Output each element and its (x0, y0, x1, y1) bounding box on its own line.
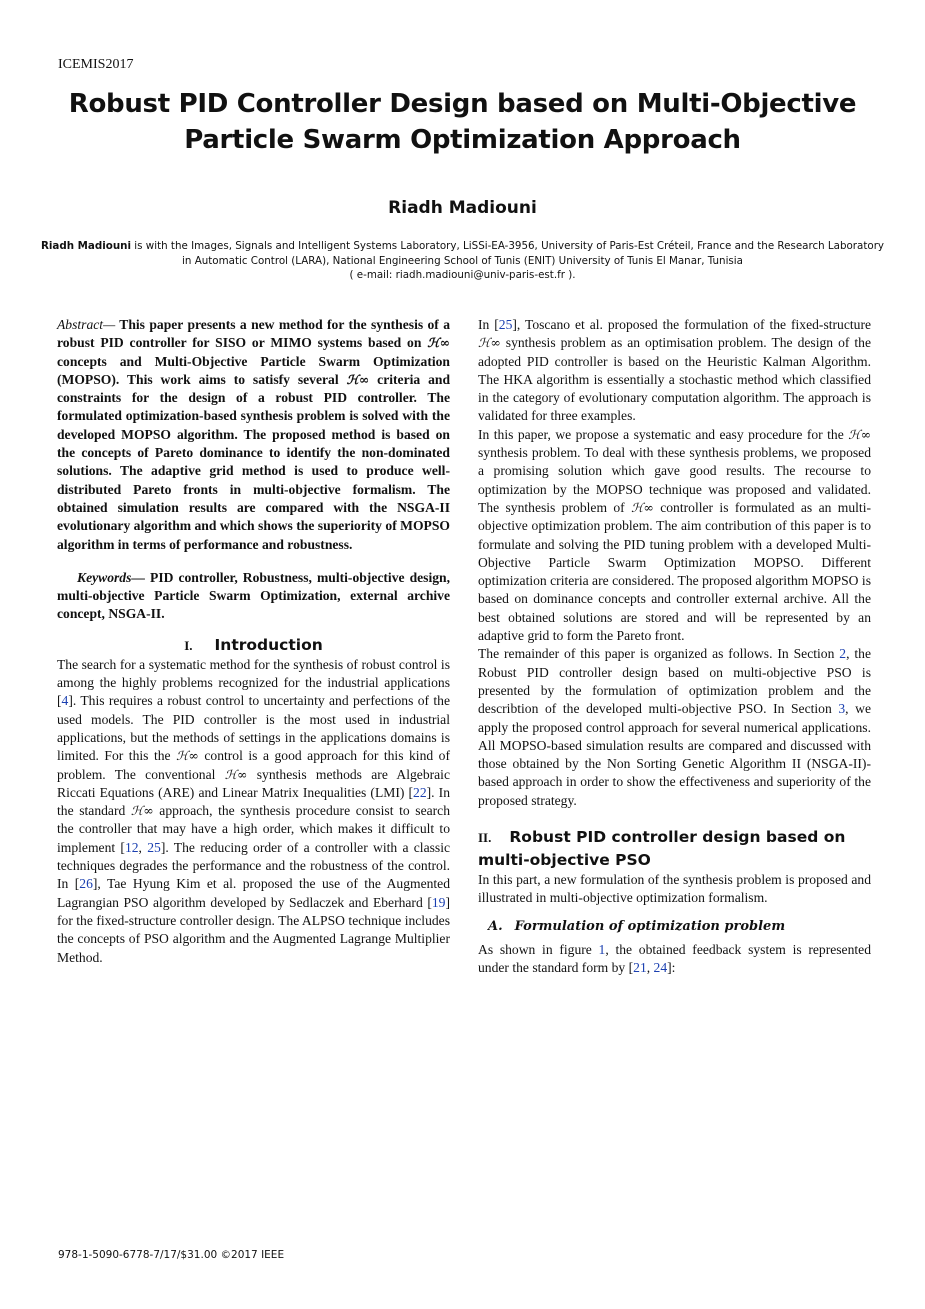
left-column (57, 316, 450, 967)
intro-paragraph-1: The search for a systematic method for the synthesis of robust control is among the highly problems recognized for the industrial applications [4]. This requires a robust control to uncertainty and perfections of the used models. The PID controller is the most used in industrial applications, but the methods of settings in the applications domains is limited. For this the ℋ∞ control is a good approach for this kind of problem. The conventional ℋ∞ synthesis methods are Algebraic Riccati Equations (ARE) and Linear Matrix Inequalities (LMI) [22]. In the standard ℋ∞ approach, the synthesis procedure consist to search the controller that may have a high order, which makes it difficult to implement [12, 25]. The reducing order of a controller with a classic techniques degrades the performance and the robustness of the control. In [26], Tae Hyung Kim et al. proposed the use of the Augmented Lagrangian PSO algorithm developed by Sedlaczek and Eberhard [19] for the fixed-structure controller design. The ALPSO technique includes the concepts of PSO algorithm and the Augmented Lagrange Multiplier Method. (57, 656, 451, 965)
h-infinity-symbol: ℋ∞ (224, 766, 248, 782)
keywords-label: Keywords— (77, 569, 145, 585)
title-line-2: Particle Swarm Optimization Approach (184, 125, 741, 155)
section-heading-introduction: I. Introduction (184, 635, 323, 654)
citation-link[interactable]: 25 (498, 317, 513, 332)
conference-name: ICEMIS2017 (58, 57, 134, 72)
citation-link[interactable]: 25 (147, 839, 161, 855)
affiliation-author: Riadh Madiouni (40, 240, 132, 252)
abstract: Abstract— This paper presents a new method for the synthesis of a robust PID controller for SISO or MIMO systems based on ℋ∞ concepts and Multi-Objective Particle Swarm Optimization (MOPSO). This work aims to satisfy several ℋ∞ criteria and constraints for the design of a robust PID controller. The formulated optimization-based synthesis problem is solved with the developed MOPSO algorithm. The proposed method is based on the concepts of Pareto dominance to identify the non-dominated solutions. The adaptive grid method is used to produce well-distributed Pareto fronts in multi-objective formalism. The obtained simulation results are compared with the NSGA-II evolutionary algorithm and which shows the superiority of MOPSO algorithm in terms of performance and robustness. (57, 317, 450, 552)
intro-paragraph-4: The remainder of this paper is organized as follows. In Section 2, the Robust PID controller design based on multi-objective PSO is presented by the formulation of optimization problem and the describtion of the developed multi-objective PSO. In Section 3, we apply the proposed control approach for several numerical applications. All MOPSO-based simulation results are compared and discussed with those obtained by the Non Sorting Genetic Algorithm II (NSGA-II)-based approach in order to show the effectiveness and superiority of the proposed strategy. (478, 646, 871, 808)
citation-link[interactable]: 4 (61, 693, 69, 709)
citation-link[interactable]: 21 (633, 960, 647, 976)
citation-link[interactable]: 12 (124, 839, 139, 855)
section-link[interactable]: 2 (839, 646, 847, 662)
h-infinity-symbol: ℋ∞ (848, 426, 871, 442)
figure-link[interactable]: 1 (598, 941, 606, 957)
citation-link[interactable]: 22 (413, 784, 427, 800)
h-infinity-symbol: ℋ∞ (427, 335, 450, 351)
section-heading-2: II. Robust PID controller design based on multi-objective PSO (478, 828, 846, 870)
h-infinity-symbol: ℋ∞ (346, 371, 370, 387)
citation-link[interactable]: 19 (431, 894, 446, 910)
author-affiliation (40, 239, 885, 283)
intro-paragraph-3: In this paper, we propose a systematic and easy procedure for the ℋ∞ synthesis problem. To deal with these synthesis problems, we proposed a promising solution which gave good results. The recourse to optimization by the MOPSO technique was proposed and validated. The synthesis problem of ℋ∞ controller is formulated as an multi-objective optimization problem. The aim contribution of this paper is to formulate and solving the PID tuning problem with a developed Multi-Objective Particle Swarm Optimization MOPSO. Different optimization criteria are considered. The proposed algorithm MOPSO is based on dominance concepts and controller external archive. All the best obtained solutions are stored and will be represented by an adaptive grid to form the Pareto front. (478, 426, 871, 644)
intro-paragraph-2: In [25], Toscano et al. proposed the formulation of the fixed-structure ℋ∞ synthesis problem as an optimisation problem. The design of the adopted PID controller is based on the Heuristic Kalman Algorithm. The HKA algorithm is essentially a stochastic method which classified in the category of evolutionary computation algorithm. The approach is validated for three examples. (478, 317, 871, 424)
citation-link[interactable]: 24 (653, 960, 668, 976)
h-infinity-symbol: ℋ∞ (130, 803, 154, 819)
right-column (478, 316, 871, 978)
citation-link[interactable]: 26 (79, 876, 93, 892)
keywords: Keywords— PID controller, Robustness, multi-objective design, multi-objective Particle Swarm Optimization, external archive concept, NSGA-II. (57, 569, 450, 622)
title-line-1: Robust PID Controller Design based on Multi-Objective (68, 89, 857, 119)
subsection-heading-a: A. Formulation of optimization problem (488, 918, 786, 934)
section2-paragraph-1: In this part, a new formulation of the synthesis problem is proposed and illustrated in multi-objective optimization formalism. (478, 872, 871, 906)
h-infinity-symbol: ℋ∞ (176, 748, 199, 764)
section2-paragraph-2: As shown in figure 1, the obtained feedback system is represented under the standard form by [21, 24]: (478, 941, 871, 976)
affiliation-text: is with the Images, Signals and Intelligent Systems Laboratory, LiSSi-EA-3956, University of Paris-Est Créteil, France and the Research Laboratory in Automatic Control (LARA), National Engineering School of Tunis (ENIT) University of Tunis El Manar, Tunisia (131, 240, 885, 267)
author-email: ( e-mail: riadh.madiouni@univ-paris-est.fr ). (349, 269, 576, 281)
copyright-footer: 978-1-5090-6778-7/17/$31.00 ©2017 IEEE (58, 1249, 285, 1261)
abstract-label: Abstract— (57, 317, 116, 332)
paper-title (40, 86, 885, 158)
author-name: Riadh Madiouni (388, 198, 537, 218)
h-infinity-symbol: ℋ∞ (631, 499, 654, 515)
section-link[interactable]: 3 (838, 701, 846, 717)
h-infinity-symbol: ℋ∞ (478, 335, 501, 351)
